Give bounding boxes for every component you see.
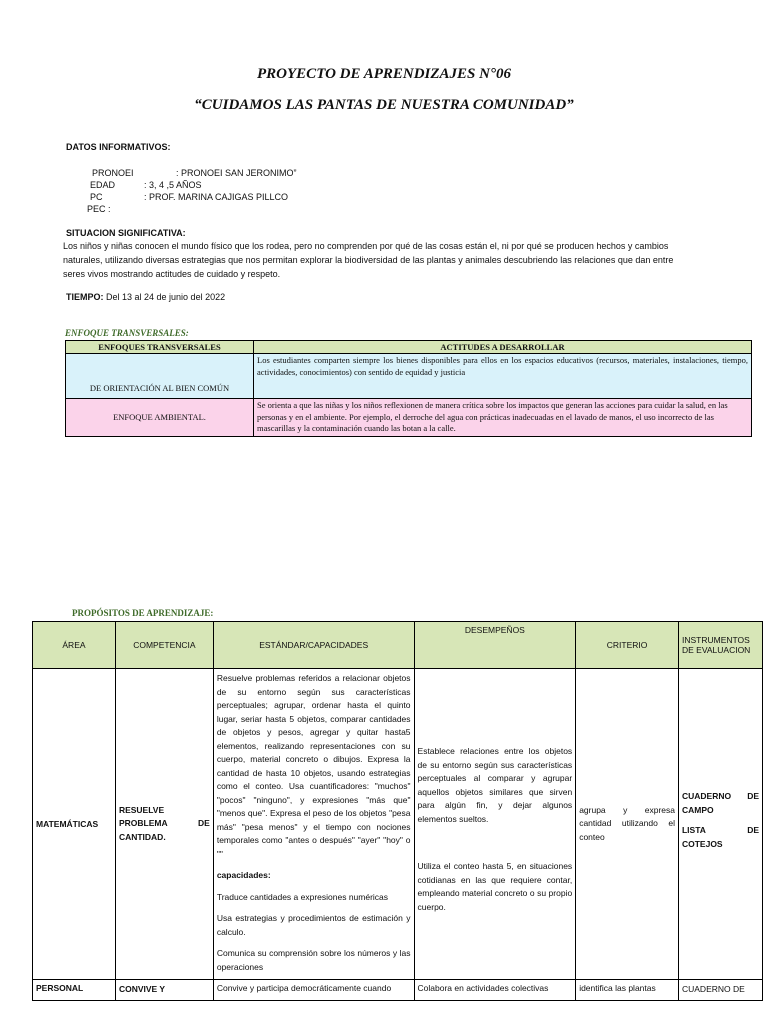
situacion-line-3: seres vivos mostrando actitudes de cuidado y respeto. xyxy=(63,269,281,279)
document-title: PROYECTO DE APRENDIZAJES N°06 xyxy=(257,66,511,82)
criterio-cell: identifica las plantas xyxy=(576,980,679,1001)
tiempo-label: TIEMPO: xyxy=(66,292,104,302)
desempeno-item: Establece relaciones entre los objetos de su entorno según sus características perceptuales al comparar y agrupar aquellos objetos similares que sirven para algún fin, y dejar algunos elementos sueltos. xyxy=(417,746,573,824)
tiempo-value: Del 13 al 24 de junio del 2022 xyxy=(103,292,226,302)
competencia-header: COMPETENCIA xyxy=(115,622,213,669)
pronoei-value: : PRONOEI SAN JERONIMO” xyxy=(176,168,297,178)
situacion-line-1: Los niños y niñas conocen el mundo físico que los rodea, pero no comprenden por qué de las cosas están el, ni por qué se producen hechos y cambios xyxy=(63,241,669,251)
propositos-header-row xyxy=(33,622,763,669)
edad-value: : 3, 4 ,5 AÑOS xyxy=(144,180,202,190)
desempenos-header: DESEMPEÑOS xyxy=(414,622,576,669)
enfoque-name: ENFOQUE AMBIENTAL. xyxy=(66,399,254,437)
datos-heading: DATOS INFORMATIVOS: xyxy=(66,142,171,152)
criterio-header: CRITERIO xyxy=(576,622,679,669)
situacion-line-2: naturales, utilizando diversas estrategias que nos permitan explorar la biodiversidad de las plantas y animales descubriendo las relaciones que dan entre xyxy=(63,255,674,265)
competencia-cell: CONVIVE Y xyxy=(115,980,213,1001)
situacion-heading: SITUACION SIGNIFICATIVA: xyxy=(66,228,186,238)
estandar-text: Resuelve problemas referidos a relacionar objetos de su entorno según sus características perceptuales; agrupar, ordenar hasta el quinto lugar, seriar hasta 5 objetos, comparar cantidades de objetos y pesos, agregar y quitar hasta5 elementos, realizando representaciones con su cuerpo, material concreto o dibujos. Expresa la cantidad de hasta 10 objetos, usando estrategias como el conteo. Usa cuantificadores: "muchos" "pocos" "ninguno", y expresiones "más que" "menos que". Expresa el peso de los objetos "pesa más" "pesa menos" y el tiempo con nociones temporales como "antes o después" "ayer" "hoy" o "" xyxy=(216,673,411,859)
instrumentos-header: INSTRUMENTOS DE EVALUACION xyxy=(678,622,762,669)
enfoque-row xyxy=(66,399,752,437)
instrumento-item: LISTA DE COTEJOS xyxy=(681,825,759,849)
instrumentos-cell: CUADERNO DE xyxy=(678,980,762,1001)
pec-label: PEC : xyxy=(87,204,111,214)
area-cell: PERSONAL xyxy=(33,980,116,1001)
competencia-cell: RESUELVE PROBLEMA DE CANTIDAD. xyxy=(115,669,213,980)
propositos-table xyxy=(32,621,763,1001)
table-row xyxy=(33,669,763,980)
capacidad-item: Comunica su comprensión sobre los números y las operaciones xyxy=(216,948,411,972)
enfoques-table xyxy=(65,340,752,437)
capacidades-label: capacidades: xyxy=(216,870,271,880)
tiempo-line xyxy=(66,291,225,303)
propositos-heading: PROPÓSITOS DE APRENDIZAJE: xyxy=(72,608,214,618)
criterio-cell: agrupa y expresa cantidad utilizando el conteo xyxy=(576,669,679,980)
enfoque-actitud: Se orienta a que las niñas y los niños reflexionen de manera crítica sobre los impactos que generan las acciones para cuidar la salud, en las personas y en el ambiente. Por ejemplo, el derroche del agua con prácticas inadecuadas en el lavado de manos, el uso incorrecto de las mascarillas y la contaminación cuando las botan a la calle. xyxy=(254,399,752,437)
area-cell: MATEMÁTICAS xyxy=(33,669,116,980)
desempeno-item: Utiliza el conteo hasta 5, en situaciones cotidianas en las que requiere contar, empleando material concreto o su propio cuerpo. xyxy=(417,861,573,912)
enfoque-row xyxy=(66,354,752,399)
edad-label: EDAD xyxy=(90,180,116,190)
actitudes-col-header: ACTITUDES A DESARROLLAR xyxy=(254,341,752,354)
pc-value: : PROF. MARINA CAJIGAS PILLCO xyxy=(144,192,289,202)
pc-label: PC xyxy=(90,192,103,202)
instrumentos-cell xyxy=(678,669,762,980)
area-header: ÁREA xyxy=(33,622,116,669)
capacidad-item: Usa estrategias y procedimientos de estimación y calculo. xyxy=(216,913,411,937)
enfoque-actitud: Los estudiantes comparten siempre los bienes disponibles para ellos en los espacios educativos (recursos, materiales, instalaciones, tiempo, actividades, conocimientos) con sentido de equidad y justicia xyxy=(254,354,752,399)
enfoque-name: DE ORIENTACIÓN AL BIEN COMÚN xyxy=(66,354,254,399)
table-row xyxy=(33,980,763,1001)
desempenos-cell: Colabora en actividades colectivas xyxy=(414,980,576,1001)
instrumento-item: CUADERNO DE CAMPO xyxy=(681,791,759,815)
estandar-header: ESTÁNDAR/CAPACIDADES xyxy=(213,622,414,669)
estandar-cell xyxy=(213,669,414,980)
enfoques-col-header: ENFOQUES TRANSVERSALES xyxy=(66,341,254,354)
document-subtitle: “CUIDAMOS LAS PANTAS DE NUESTRA COMUNIDAD” xyxy=(194,97,574,113)
enfoque-heading: ENFOQUE TRANSVERSALES: xyxy=(65,328,189,338)
enfoques-header-row xyxy=(66,341,752,354)
desempenos-cell xyxy=(414,669,576,980)
capacidad-item: Traduce cantidades a expresiones numéricas xyxy=(216,891,389,902)
pronoei-label: PRONOEI xyxy=(92,168,134,178)
estandar-cell: Convive y participa democráticamente cuando xyxy=(213,980,414,1001)
